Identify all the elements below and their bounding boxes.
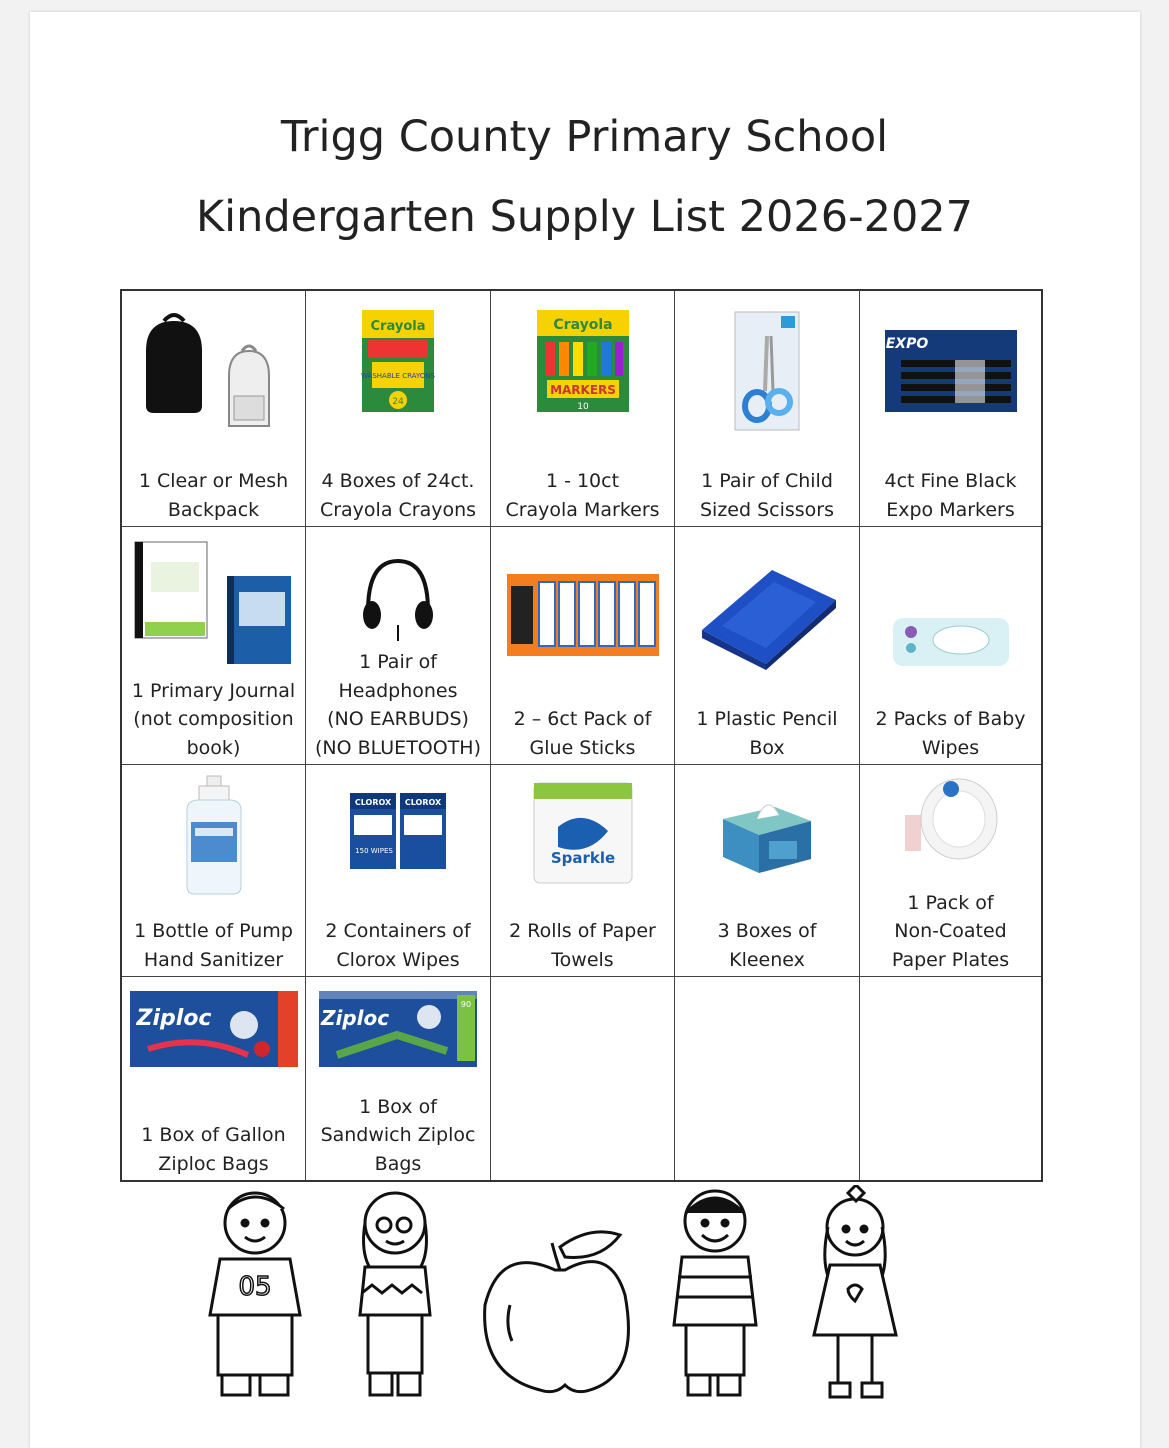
paper-plates-icon [860,765,1041,875]
apple-clipart-icon [485,1232,629,1392]
boy-clipart-icon [674,1191,756,1395]
supply-cell-scissors [675,291,860,527]
school-name: Trigg County Primary School [280,112,889,162]
scissors-icon [675,291,859,451]
clipart-row [0,1185,1169,1415]
supply-cell-expo [860,291,1041,527]
paper-towels-icon [491,765,674,899]
backpack-icon [122,291,305,441]
svg-text:CLOROX: CLOROX [404,798,442,807]
supply-label: 2 Rolls of Paper Towels [509,920,656,971]
supply-cell-kleenex [675,765,860,977]
supply-grid [120,289,1043,1182]
supply-cell-glue-sticks [491,527,675,765]
svg-text:Ziploc: Ziploc [320,1006,390,1030]
journal-icon [122,527,305,677]
supply-cell-paper-plates [860,765,1041,977]
supply-cell-headphones [306,527,491,765]
supply-label: 4ct Fine Black Expo Markers [884,470,1017,521]
svg-text:Crayola: Crayola [370,319,426,334]
supply-label: 1 Pack of Non-Coated Paper Plates [891,891,1010,971]
girl-clipart-icon [814,1185,896,1397]
supply-label: 3 Boxes of Kleenex [717,920,817,971]
supply-label: 1 Box of Sandwich Ziploc Bags [320,1095,476,1175]
ziploc-gallon-icon [122,979,305,1079]
empty-cell [675,977,860,1180]
headphones-icon [306,537,490,655]
supply-cell-paper-towels [491,765,675,977]
supply-label: 1 Pair of Headphones (NO EARBUDS) (NO BLUETOOTH) [314,651,482,759]
supply-cell-ziploc-gallon [122,977,306,1180]
svg-text:WASHABLE CRAYONS: WASHABLE CRAYONS [361,372,435,380]
supply-cell-crayons [306,291,491,527]
girl-clipart-icon [360,1193,430,1395]
svg-text:CLOROX: CLOROX [354,798,392,807]
supply-label: 1 Box of Gallon Ziploc Bags [141,1124,286,1175]
supply-cell-markers [491,291,675,527]
hand-sanitizer-icon [122,765,305,905]
supply-cell-baby-wipes [860,527,1041,765]
supply-cell-clorox [306,765,491,977]
supply-label: 1 Bottle of Pump Hand Sanitizer [134,920,293,971]
crayon-box-icon [306,291,490,431]
svg-text:24: 24 [392,397,404,407]
empty-cell [860,977,1041,1180]
supply-label: 1 Plastic Pencil Box [696,708,838,759]
supply-label: 2 – 6ct Pack of Glue Sticks [513,708,652,759]
svg-text:Ziploc: Ziploc [136,1006,211,1031]
empty-cell [491,977,675,1180]
expo-marker-pack-icon [860,291,1041,451]
svg-text:150 WIPES: 150 WIPES [355,847,393,855]
supply-label: 2 Packs of Baby Wipes [875,708,1026,759]
supply-cell-pencil-box [675,527,860,765]
list-title: Kindergarten Supply List 2026-2027 [195,192,974,242]
supply-label: 1 Primary Journal (not composition book) [131,679,296,759]
supply-cell-ziploc-sandwich [306,977,491,1180]
supply-label: 4 Boxes of 24ct. Crayola Crayons [319,470,477,521]
svg-text:Crayola: Crayola [552,317,613,333]
svg-text:Sparkle: Sparkle [550,849,615,867]
supply-label: 2 Containers of Clorox Wipes [325,920,471,971]
tissue-box-icon [675,765,859,899]
supply-label: 1 - 10ct Crayola Markers [505,470,660,521]
supply-cell-hand-sanitizer [122,765,306,977]
clorox-wipes-icon [306,765,490,895]
svg-text:EXPO: EXPO [885,336,928,352]
svg-text:MARKERS: MARKERS [549,383,616,397]
marker-box-icon [491,291,674,431]
svg-text:10: 10 [576,402,589,412]
ziploc-sandwich-icon [306,979,490,1079]
svg-text:90: 90 [460,1000,472,1009]
glue-sticks-icon [491,527,674,702]
supply-label: 1 Pair of Child Sized Scissors [699,470,835,521]
pencil-box-icon [675,527,859,702]
svg-text:05: 05 [238,1272,272,1302]
supply-label: 1 Clear or Mesh Backpack [138,470,289,521]
boy-clipart-icon [210,1193,300,1395]
supply-cell-journal [122,527,306,765]
supply-cell-backpack [122,291,306,527]
